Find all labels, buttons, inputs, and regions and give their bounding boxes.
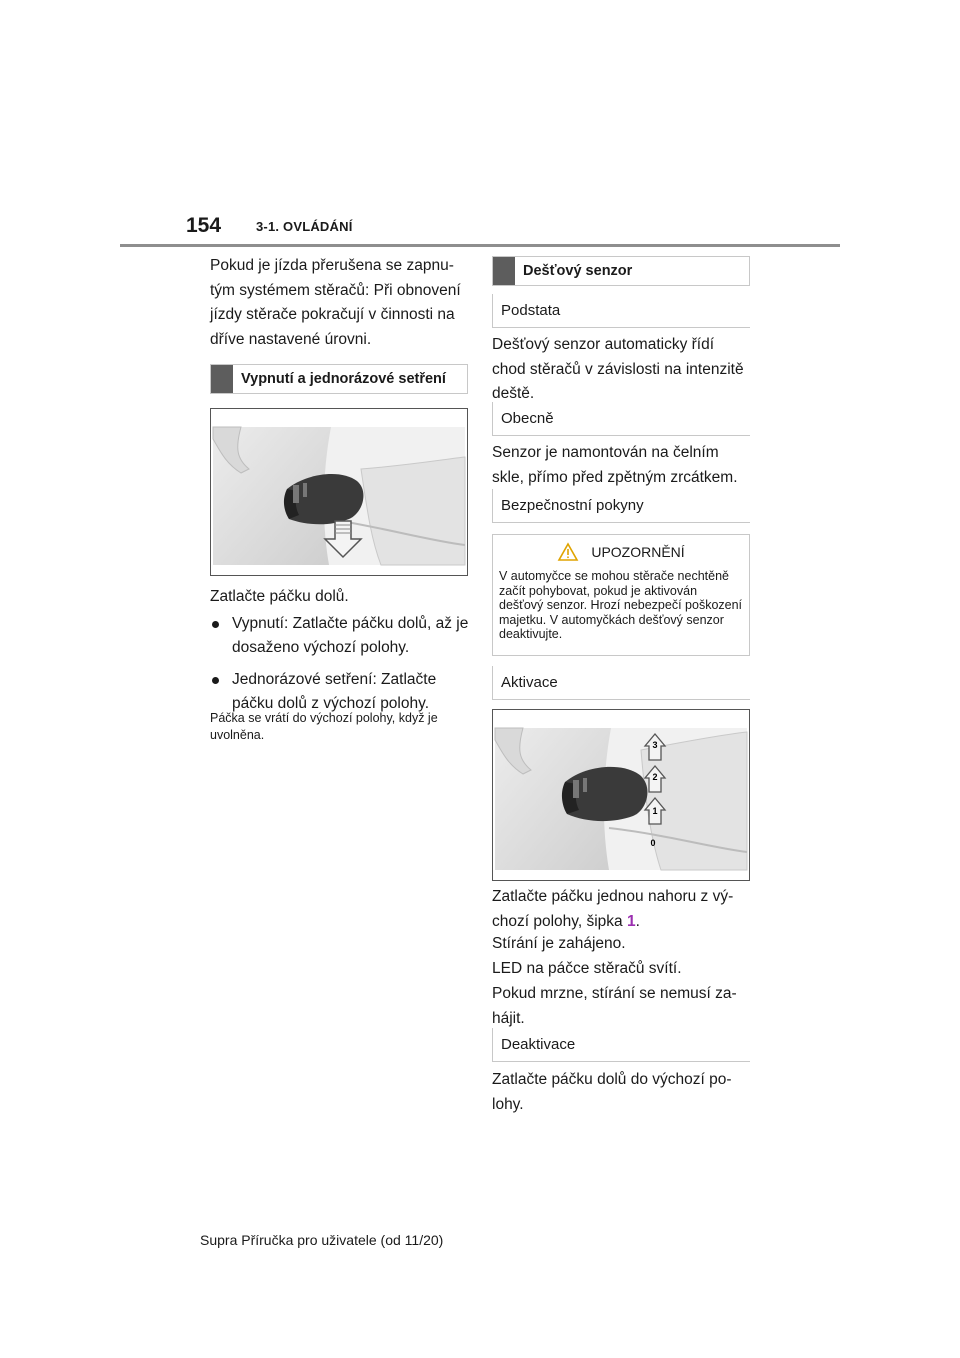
activation-paragraph-3: LED na páčce stěračů svítí. [492, 960, 682, 977]
arrow-reference: 1 [627, 912, 636, 930]
section-heading-rain-sensor-label: Dešťový senzor [523, 263, 633, 279]
activation-paragraph-4: Pokud mrzne, stírání se nemusí zahájit. [492, 985, 737, 1027]
section-heading-off-label: Vypnutí a jednorázové setření [241, 371, 446, 387]
lever-down-illustration [211, 409, 467, 575]
bullet-item-off: Vypnutí: Zatlačte páčku dolů, až je dosaženo výchozí polohy. [210, 612, 470, 660]
figure-lever-down [210, 408, 468, 576]
warning-title [493, 537, 749, 567]
intro-paragraph: Pokud je jízda přerušena se zapnutým systémem stěračů: Při obnovení jízdy stěrače pokračují v činnosti na dříve nastavené úrovni. [210, 257, 461, 348]
footer-text: Supra Příručka pro uživatele (od 11/20) [200, 1232, 444, 1248]
warning-title-label: UPOZORNĚNÍ [591, 544, 685, 560]
activation-paragraph-1 [492, 885, 750, 934]
lever-position-label-3: 3 [652, 740, 658, 750]
heading-bar [493, 257, 515, 285]
section-heading-off [210, 364, 468, 394]
activation-text: Zatlačte páčku jednou nahoru z výchozí polohy, šipka [492, 888, 734, 930]
lever-position-label-1: 1 [652, 806, 658, 816]
lever-position-label-0: 0 [650, 838, 656, 848]
section-heading-rain-sensor [492, 256, 750, 286]
header-rule [120, 244, 840, 247]
subheading-activation: Aktivace [492, 666, 750, 700]
lever-up-illustration [493, 710, 749, 880]
page-number: 154 [186, 214, 222, 237]
subheading-deactivation: Deaktivace [492, 1028, 750, 1062]
subheading-safety: Bezpečnostní pokyny [492, 489, 750, 523]
general-paragraph: Senzor je namontován na čelním skle, přímo před zpětným zrcátkem. [492, 444, 738, 486]
bullet-item-single-wipe: Jednorázové setření: Zatlačte páčku dolů z výchozí polohy. [210, 668, 470, 716]
subheading-basis: Podstata [492, 294, 750, 328]
lever-position-label-2: 2 [652, 772, 658, 782]
subheading-general: Obecně [492, 402, 750, 436]
deactivation-paragraph: Zatlačte páčku dolů do výchozí polohy. [492, 1071, 732, 1113]
section-title: 3-1. OVLÁDÁNÍ [256, 219, 353, 234]
activation-paragraph-2: Stírání je zahájeno. [492, 935, 626, 952]
warning-triangle-icon [557, 542, 579, 562]
activation-text-end: . [635, 912, 640, 930]
basis-paragraph: Dešťový senzor automaticky řídí chod stěračů v závislosti na intenzitě deště. [492, 336, 744, 402]
warning-text: V automyčce se mohou stěrače nechtěně začít pohybovat, pokud je aktivován dešťový senzor. Hrozí nebezpečí poškození majetku. V automyčkách dešťový senzor deaktivujte. [499, 569, 743, 641]
figure-lever-up [492, 709, 750, 881]
warning-box [492, 534, 750, 656]
figure-caption-left: Zatlačte páčku dolů. [210, 588, 349, 605]
bullet-list [210, 612, 470, 716]
release-note: Páčka se vrátí do výchozí polohy, když je uvolněna. [210, 711, 438, 742]
heading-bar [211, 365, 233, 393]
